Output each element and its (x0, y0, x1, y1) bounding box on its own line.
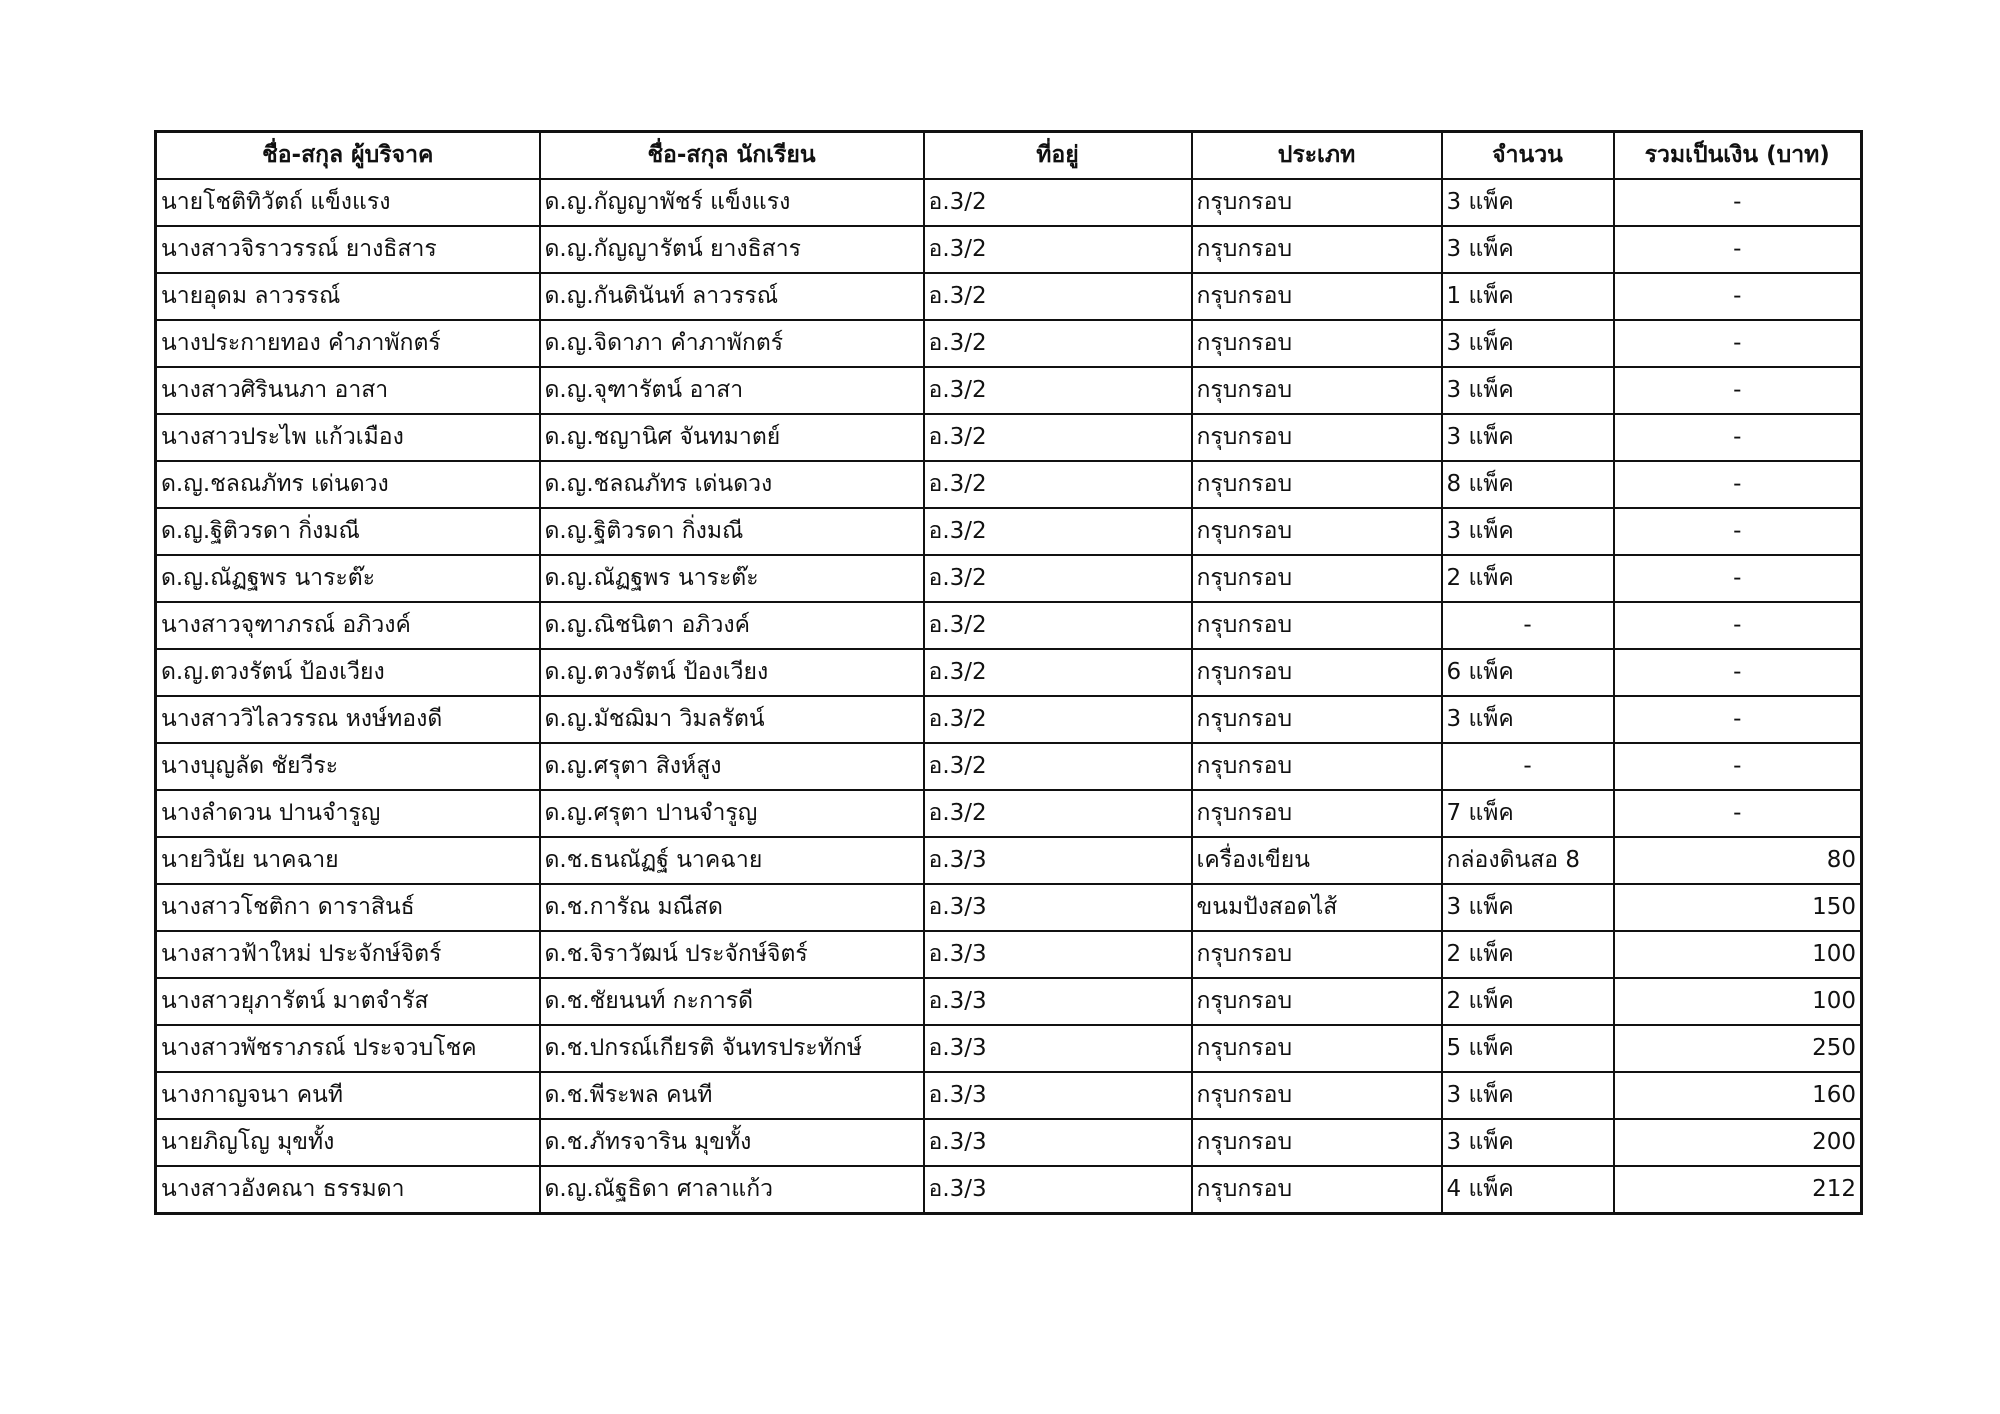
type-cell: กรุบกรอบ (1192, 179, 1442, 226)
donor-name-cell: นายวินัย นาคฉาย (156, 837, 540, 884)
quantity-cell: 4 แพ็ค (1442, 1166, 1614, 1214)
table-row (156, 226, 1862, 273)
donor-name-cell: ด.ญ.ตวงรัตน์ ป้องเวียง (156, 649, 540, 696)
type-cell: กรุบกรอบ (1192, 649, 1442, 696)
type-cell: กรุบกรอบ (1192, 1166, 1442, 1214)
donor-name-cell: นางประกายทอง คำภาพักตร์ (156, 320, 540, 367)
total-amount-cell: - (1614, 555, 1862, 602)
address-cell: อ.3/3 (924, 1119, 1192, 1166)
student-name-cell: ด.ญ.ณิชนิตา อภิวงค์ (540, 602, 924, 649)
type-cell: กรุบกรอบ (1192, 978, 1442, 1025)
table-row (156, 1166, 1862, 1214)
student-name-cell: ด.ญ.ศรุตา สิงห์สูง (540, 743, 924, 790)
quantity-cell: 3 แพ็ค (1442, 226, 1614, 273)
donor-name-cell: นางสาวอังคณา ธรรมดา (156, 1166, 540, 1214)
address-cell: อ.3/2 (924, 508, 1192, 555)
address-cell: อ.3/3 (924, 1072, 1192, 1119)
quantity-cell: 3 แพ็ค (1442, 884, 1614, 931)
total-amount-cell: - (1614, 461, 1862, 508)
table-row (156, 508, 1862, 555)
type-cell: กรุบกรอบ (1192, 1025, 1442, 1072)
table-row (156, 743, 1862, 790)
total-amount-cell: - (1614, 649, 1862, 696)
donor-name-cell: ด.ญ.ณัฏฐพร นาระต๊ะ (156, 555, 540, 602)
donor-name-cell: นายภิญโญ มุขทั้ง (156, 1119, 540, 1166)
student-name-cell: ด.ญ.ณัฏฐพร นาระต๊ะ (540, 555, 924, 602)
quantity-cell: - (1442, 743, 1614, 790)
student-name-cell: ด.ญ.ตวงรัตน์ ป้องเวียง (540, 649, 924, 696)
total-amount-cell: - (1614, 273, 1862, 320)
address-cell: อ.3/2 (924, 696, 1192, 743)
address-cell: อ.3/3 (924, 1166, 1192, 1214)
quantity-cell: 7 แพ็ค (1442, 790, 1614, 837)
address-cell: อ.3/2 (924, 602, 1192, 649)
student-name-cell: ด.ญ.กันตินันท์ ลาวรรณ์ (540, 273, 924, 320)
header-quantity: จำนวน (1442, 132, 1614, 180)
student-name-cell: ด.ญ.ชญานิศ จันทมาตย์ (540, 414, 924, 461)
type-cell: กรุบกรอบ (1192, 931, 1442, 978)
table-row (156, 367, 1862, 414)
donor-name-cell: นายโชติทิวัตถ์ แข็งแรง (156, 179, 540, 226)
total-amount-cell: - (1614, 743, 1862, 790)
quantity-cell: 3 แพ็ค (1442, 367, 1614, 414)
donor-name-cell: นางบุญลัด ชัยวีระ (156, 743, 540, 790)
table-row (156, 273, 1862, 320)
address-cell: อ.3/2 (924, 179, 1192, 226)
table-row (156, 931, 1862, 978)
student-name-cell: ด.ช.ปกรณ์เกียรติ จันทรประทักษ์ (540, 1025, 924, 1072)
quantity-cell: 2 แพ็ค (1442, 978, 1614, 1025)
type-cell: กรุบกรอบ (1192, 790, 1442, 837)
type-cell: กรุบกรอบ (1192, 508, 1442, 555)
type-cell: กรุบกรอบ (1192, 226, 1442, 273)
quantity-cell: 3 แพ็ค (1442, 508, 1614, 555)
header-row (156, 132, 1862, 180)
student-name-cell: ด.ช.จิราวัฒน์ ประจักษ์จิตร์ (540, 931, 924, 978)
donor-name-cell: นางสาวพัชราภรณ์ ประจวบโชค (156, 1025, 540, 1072)
donation-table (154, 130, 1863, 1215)
type-cell: กรุบกรอบ (1192, 1072, 1442, 1119)
total-amount-cell: 150 (1614, 884, 1862, 931)
donor-name-cell: นางกาญจนา คนที (156, 1072, 540, 1119)
table-row (156, 696, 1862, 743)
student-name-cell: ด.ญ.กัญญารัตน์ ยางธิสาร (540, 226, 924, 273)
total-amount-cell: 80 (1614, 837, 1862, 884)
donor-name-cell: นางสาวจิราวรรณ์ ยางธิสาร (156, 226, 540, 273)
quantity-cell: 3 แพ็ค (1442, 179, 1614, 226)
address-cell: อ.3/3 (924, 978, 1192, 1025)
table-row (156, 602, 1862, 649)
donor-name-cell: นางสาวฟ้าใหม่ ประจักษ์จิตร์ (156, 931, 540, 978)
total-amount-cell: - (1614, 414, 1862, 461)
student-name-cell: ด.ช.ภัทรจาริน มุขทั้ง (540, 1119, 924, 1166)
total-amount-cell: - (1614, 367, 1862, 414)
table-row (156, 320, 1862, 367)
address-cell: อ.3/2 (924, 367, 1192, 414)
table-row (156, 414, 1862, 461)
student-name-cell: ด.ช.การัณ มณีสด (540, 884, 924, 931)
quantity-cell: 3 แพ็ค (1442, 414, 1614, 461)
student-name-cell: ด.ช.ธนณัฏฐ์ นาคฉาย (540, 837, 924, 884)
donor-name-cell: นางสาวโชติกา ดาราสินธ์ (156, 884, 540, 931)
header-student-name: ชื่อ-สกุล นักเรียน (540, 132, 924, 180)
total-amount-cell: 212 (1614, 1166, 1862, 1214)
address-cell: อ.3/2 (924, 461, 1192, 508)
total-amount-cell: - (1614, 179, 1862, 226)
student-name-cell: ด.ญ.ฐิติวรดา กิ่งมณี (540, 508, 924, 555)
table-row (156, 978, 1862, 1025)
quantity-cell: 3 แพ็ค (1442, 320, 1614, 367)
type-cell: กรุบกรอบ (1192, 602, 1442, 649)
table-header (156, 132, 1862, 180)
donor-name-cell: ด.ญ.ฐิติวรดา กิ่งมณี (156, 508, 540, 555)
table-row (156, 179, 1862, 226)
type-cell: กรุบกรอบ (1192, 273, 1442, 320)
donor-name-cell: นางสาวจุฑาภรณ์ อภิวงค์ (156, 602, 540, 649)
table-row (156, 461, 1862, 508)
quantity-cell: กล่องดินสอ 8 (1442, 837, 1614, 884)
donor-name-cell: นางลำดวน ปานจำรูญ (156, 790, 540, 837)
student-name-cell: ด.ญ.ศรุตา ปานจำรูญ (540, 790, 924, 837)
address-cell: อ.3/2 (924, 414, 1192, 461)
address-cell: อ.3/2 (924, 790, 1192, 837)
total-amount-cell: - (1614, 696, 1862, 743)
address-cell: อ.3/3 (924, 1025, 1192, 1072)
quantity-cell: 3 แพ็ค (1442, 1119, 1614, 1166)
header-address: ที่อยู่ (924, 132, 1192, 180)
quantity-cell: - (1442, 602, 1614, 649)
total-amount-cell: 160 (1614, 1072, 1862, 1119)
address-cell: อ.3/2 (924, 226, 1192, 273)
student-name-cell: ด.ช.ชัยนนท์ กะการดี (540, 978, 924, 1025)
type-cell: เครื่องเขียน (1192, 837, 1442, 884)
table-body (156, 179, 1862, 1214)
address-cell: อ.3/2 (924, 273, 1192, 320)
address-cell: อ.3/2 (924, 649, 1192, 696)
table-row (156, 1025, 1862, 1072)
table-row (156, 884, 1862, 931)
table-row (156, 790, 1862, 837)
quantity-cell: 3 แพ็ค (1442, 696, 1614, 743)
student-name-cell: ด.ญ.ณัฐธิดา ศาลาแก้ว (540, 1166, 924, 1214)
address-cell: อ.3/2 (924, 743, 1192, 790)
total-amount-cell: 100 (1614, 931, 1862, 978)
type-cell: กรุบกรอบ (1192, 414, 1442, 461)
address-cell: อ.3/2 (924, 555, 1192, 602)
quantity-cell: 5 แพ็ค (1442, 1025, 1614, 1072)
header-donor-name: ชื่อ-สกุล ผู้บริจาค (156, 132, 540, 180)
type-cell: กรุบกรอบ (1192, 555, 1442, 602)
type-cell: กรุบกรอบ (1192, 743, 1442, 790)
type-cell: กรุบกรอบ (1192, 367, 1442, 414)
quantity-cell: 2 แพ็ค (1442, 931, 1614, 978)
quantity-cell: 1 แพ็ค (1442, 273, 1614, 320)
total-amount-cell: 200 (1614, 1119, 1862, 1166)
address-cell: อ.3/3 (924, 837, 1192, 884)
header-total-amount: รวมเป็นเงิน (บาท) (1614, 132, 1862, 180)
donor-name-cell: นายอุดม ลาวรรณ์ (156, 273, 540, 320)
type-cell: กรุบกรอบ (1192, 1119, 1442, 1166)
quantity-cell: 2 แพ็ค (1442, 555, 1614, 602)
type-cell: กรุบกรอบ (1192, 696, 1442, 743)
total-amount-cell: - (1614, 602, 1862, 649)
student-name-cell: ด.ญ.จุฑารัตน์ อาสา (540, 367, 924, 414)
total-amount-cell: 250 (1614, 1025, 1862, 1072)
total-amount-cell: 100 (1614, 978, 1862, 1025)
address-cell: อ.3/3 (924, 884, 1192, 931)
total-amount-cell: - (1614, 320, 1862, 367)
table-row (156, 1072, 1862, 1119)
table-row (156, 837, 1862, 884)
quantity-cell: 8 แพ็ค (1442, 461, 1614, 508)
quantity-cell: 6 แพ็ค (1442, 649, 1614, 696)
type-cell: ขนมปังสอดไส้ (1192, 884, 1442, 931)
donor-name-cell: ด.ญ.ชลณภัทร เด่นดวง (156, 461, 540, 508)
student-name-cell: ด.ญ.จิดาภา คำภาพักตร์ (540, 320, 924, 367)
header-type: ประเภท (1192, 132, 1442, 180)
address-cell: อ.3/2 (924, 320, 1192, 367)
table-row (156, 649, 1862, 696)
student-name-cell: ด.ญ.กัญญาพัชร์ แข็งแรง (540, 179, 924, 226)
address-cell: อ.3/3 (924, 931, 1192, 978)
table-row (156, 555, 1862, 602)
donor-name-cell: นางสาวยุภารัตน์ มาตจำรัส (156, 978, 540, 1025)
donor-name-cell: นางสาววิไลวรรณ หงษ์ทองดี (156, 696, 540, 743)
type-cell: กรุบกรอบ (1192, 320, 1442, 367)
type-cell: กรุบกรอบ (1192, 461, 1442, 508)
total-amount-cell: - (1614, 508, 1862, 555)
student-name-cell: ด.ญ.ชลณภัทร เด่นดวง (540, 461, 924, 508)
student-name-cell: ด.ญ.มัชฌิมา วิมลรัตน์ (540, 696, 924, 743)
table-row (156, 1119, 1862, 1166)
total-amount-cell: - (1614, 226, 1862, 273)
quantity-cell: 3 แพ็ค (1442, 1072, 1614, 1119)
donor-name-cell: นางสาวศิรินนภา อาสา (156, 367, 540, 414)
total-amount-cell: - (1614, 790, 1862, 837)
student-name-cell: ด.ช.พีระพล คนที (540, 1072, 924, 1119)
donor-name-cell: นางสาวประไพ แก้วเมือง (156, 414, 540, 461)
